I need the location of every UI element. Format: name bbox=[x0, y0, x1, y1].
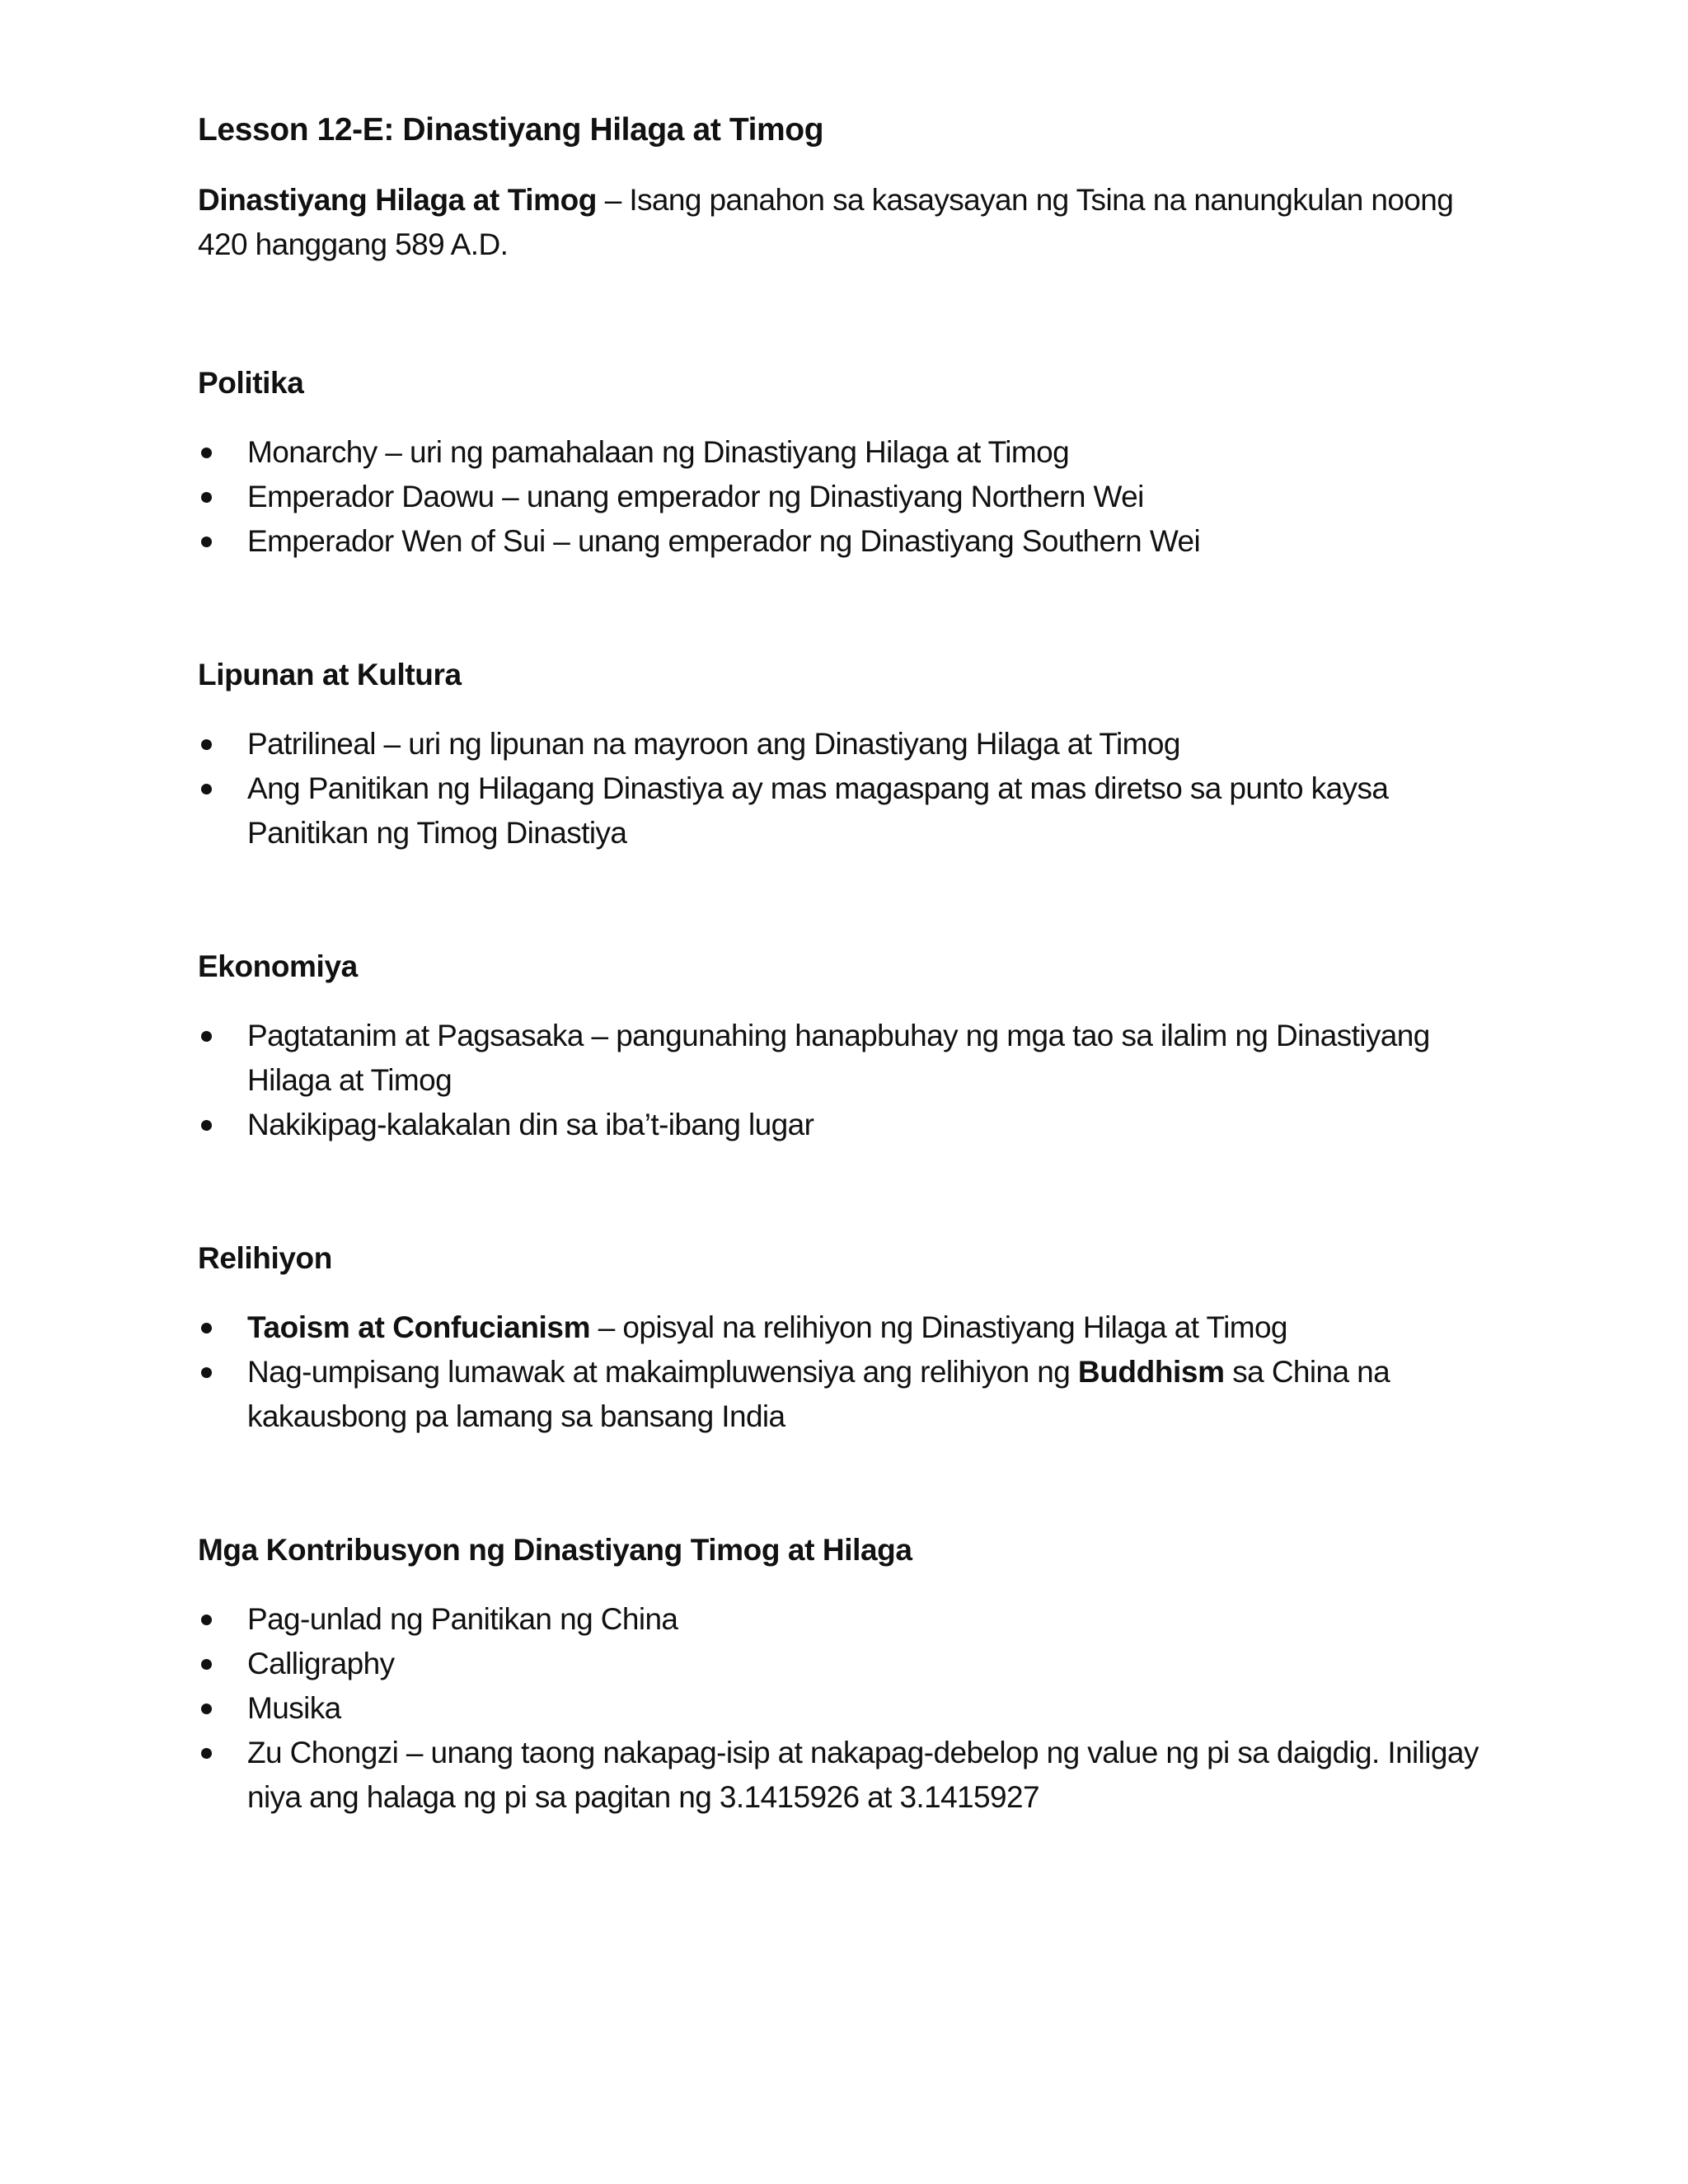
list-item-text: Emperador Wen of Sui – unang emperador ng Dinastiyang Southern Wei bbox=[247, 524, 1201, 558]
list-item-text: Patrilineal – uri ng lipunan na mayroon ang Dinastiyang Hilaga at Timog bbox=[247, 727, 1180, 761]
politika-list bbox=[198, 430, 1500, 564]
list-item bbox=[198, 1305, 1500, 1350]
list-item-text: – opisyal na relihiyon ng Dinastiyang Hilaga at Timog bbox=[590, 1310, 1287, 1344]
list-item-text: Emperador Daowu – unang emperador ng Dinastiyang Northern Wei bbox=[247, 480, 1144, 513]
list-item-text: Pagtatanim at Pagsasaka – pangunahing hanapbuhay ng mga tao sa ilalim ng Dinastiyang Hilaga at Timog bbox=[247, 1019, 1430, 1097]
section-heading-kontribusyon: Mga Kontribusyon ng Dinastiyang Timog at Hilaga bbox=[198, 1533, 912, 1567]
section-heading-lipunan: Lipunan at Kultura bbox=[198, 658, 462, 691]
document-content bbox=[198, 107, 1500, 1820]
bullet-icon bbox=[201, 1748, 212, 1759]
bullet-icon bbox=[201, 1120, 212, 1131]
intro-term: Dinastiyang Hilaga at Timog bbox=[198, 183, 598, 217]
bullet-icon bbox=[201, 1367, 212, 1378]
list-item bbox=[198, 1103, 1500, 1147]
list-item bbox=[198, 1014, 1500, 1103]
bullet-icon bbox=[201, 1615, 212, 1625]
list-item bbox=[198, 1350, 1500, 1439]
bullet-icon bbox=[201, 784, 212, 794]
bullet-icon bbox=[201, 1659, 212, 1670]
intro-text: – Isang panahon sa kasaysayan ng Tsina na nanungkulan noong 420 hanggang 589 A.D. bbox=[198, 183, 1454, 261]
list-item-text: Nag-umpisang lumawak at makaimpluwensiya ang relihiyon ng bbox=[247, 1355, 1078, 1389]
list-item bbox=[198, 1642, 1500, 1686]
bullet-icon bbox=[201, 1323, 212, 1333]
bullet-icon bbox=[201, 1704, 212, 1714]
lesson-title: Lesson 12-E: Dinastiyang Hilaga at Timog bbox=[198, 112, 824, 148]
list-item bbox=[198, 1731, 1500, 1820]
ekonomiya-list bbox=[198, 1014, 1500, 1147]
list-item-text: Ang Panitikan ng Hilagang Dinastiya ay mas magaspang at mas diretso sa punto kaysa Panitikan ng Timog Dinastiya bbox=[247, 771, 1389, 850]
list-item-text: sa China na kakausbong pa lamang sa bansang India bbox=[247, 1355, 1390, 1433]
intro-paragraph bbox=[198, 178, 1500, 267]
list-item-text: Zu Chongzi – unang taong nakapag-isip at nakapag-debelop ng value ng pi sa daigdig. Iniligay niya ang halaga ng pi sa pagitan ng 3.1415926 at 3.1415927 bbox=[247, 1736, 1479, 1814]
relihiyon-list bbox=[198, 1305, 1500, 1439]
section-heading-ekonomiya: Ekonomiya bbox=[198, 949, 358, 983]
kontribusyon-list bbox=[198, 1597, 1500, 1820]
list-item bbox=[198, 1686, 1500, 1731]
list-item-text: Calligraphy bbox=[247, 1647, 395, 1680]
section-heading-politika: Politika bbox=[198, 366, 304, 400]
list-item-text: Nakikipag-kalakalan din sa iba’t-ibang lugar bbox=[247, 1108, 814, 1141]
list-item bbox=[198, 519, 1500, 564]
bullet-icon bbox=[201, 492, 212, 503]
list-item bbox=[198, 475, 1500, 519]
bullet-icon bbox=[201, 739, 212, 750]
bullet-icon bbox=[201, 537, 212, 547]
list-item bbox=[198, 430, 1500, 475]
list-item-text: Pag-unlad ng Panitikan ng China bbox=[247, 1602, 678, 1636]
list-item bbox=[198, 766, 1500, 855]
list-item-bold-text: Buddhism bbox=[1077, 1355, 1225, 1389]
lipunan-list bbox=[198, 722, 1500, 855]
list-item-text: Monarchy – uri ng pamahalaan ng Dinastiyang Hilaga at Timog bbox=[247, 435, 1070, 469]
list-item-text: Musika bbox=[247, 1691, 341, 1725]
list-item-bold-text: Taoism at Confucianism bbox=[247, 1310, 591, 1344]
list-item bbox=[198, 722, 1500, 766]
bullet-icon bbox=[201, 1031, 212, 1042]
bullet-icon bbox=[201, 448, 212, 458]
section-heading-relihiyon: Relihiyon bbox=[198, 1241, 332, 1275]
list-item bbox=[198, 1597, 1500, 1642]
